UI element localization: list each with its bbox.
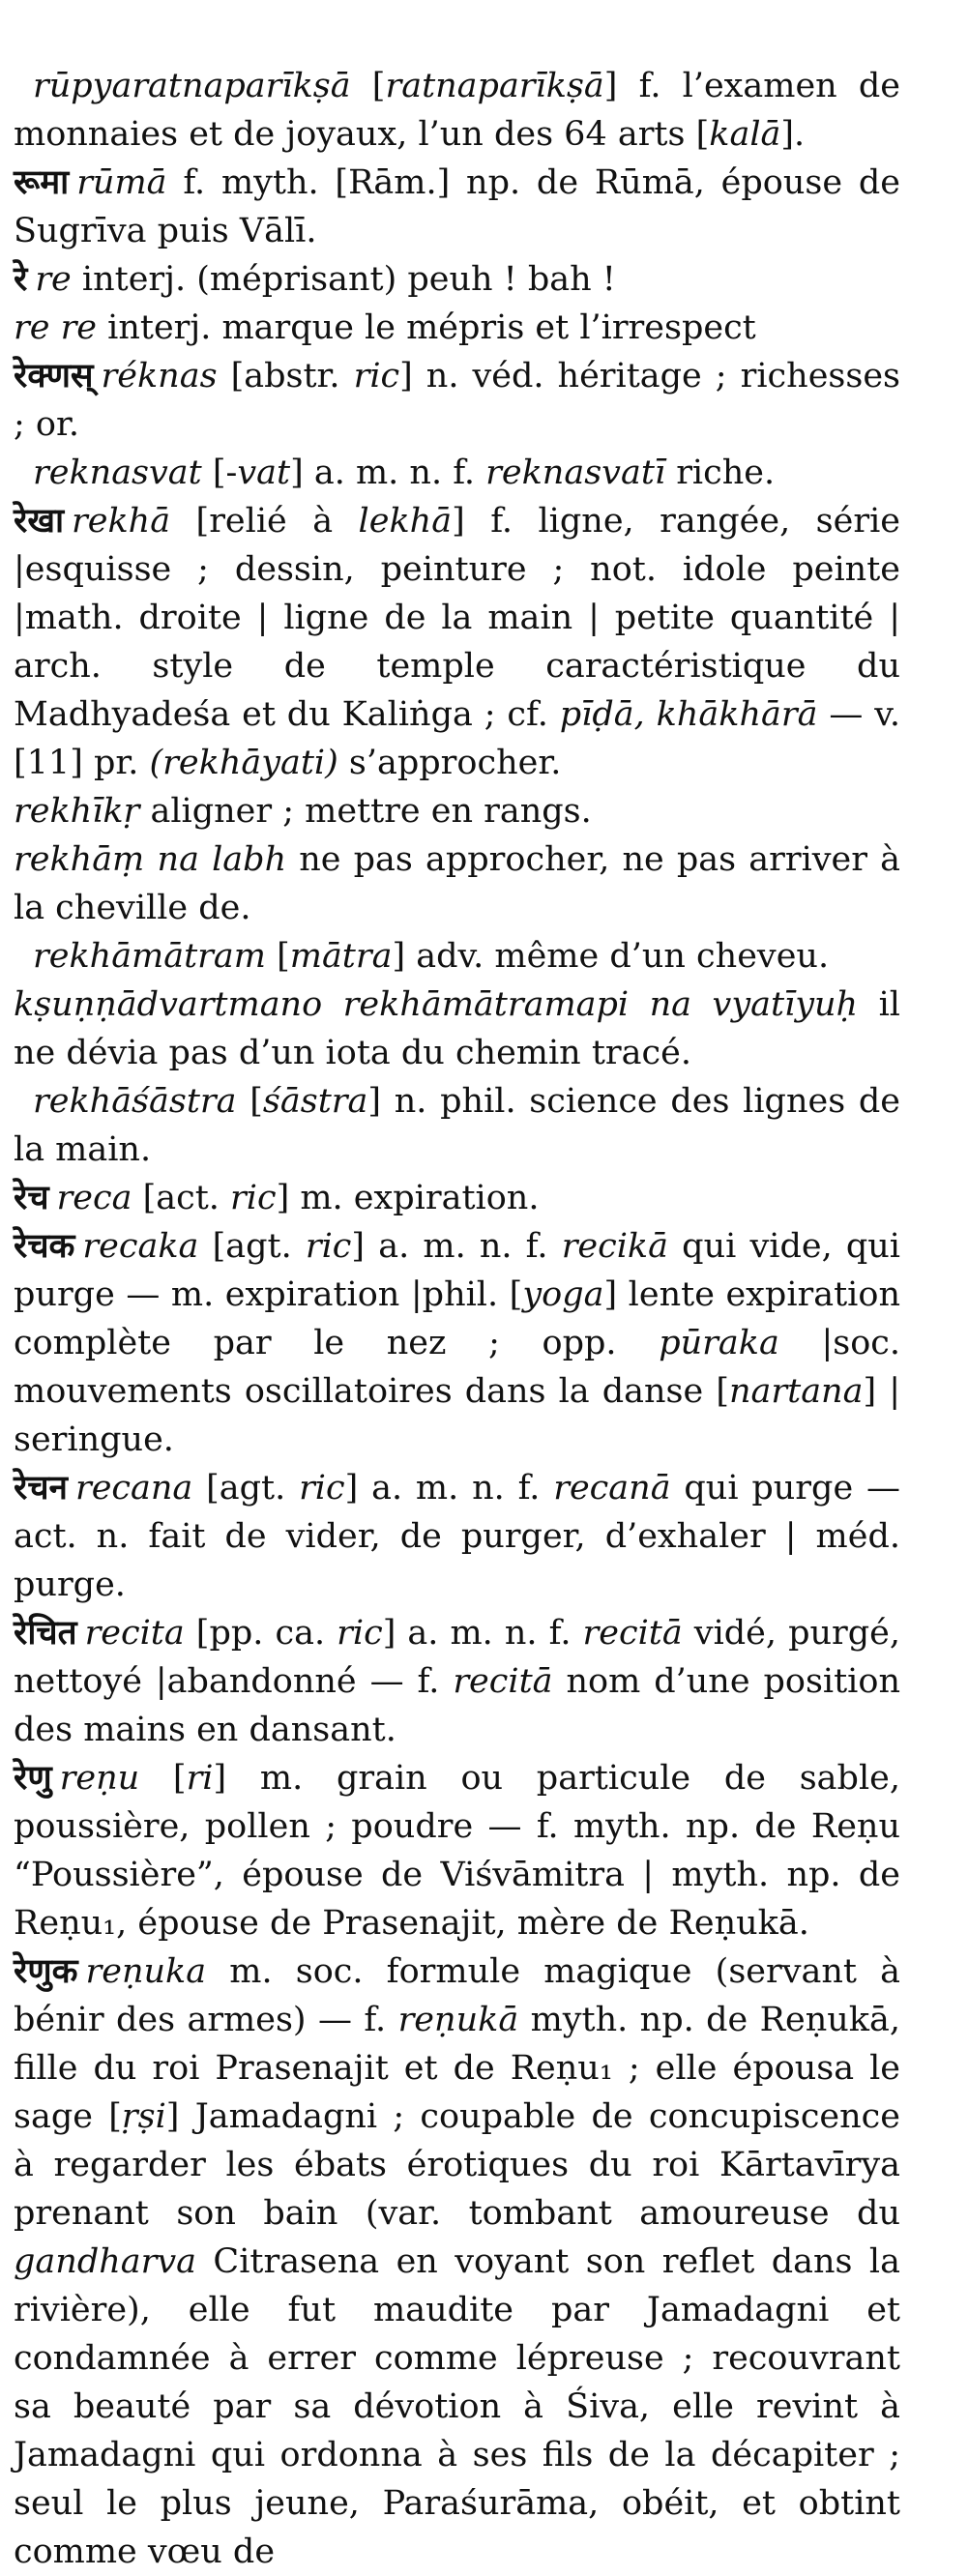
devanagari-headword: रेचक [14,1227,75,1266]
entry-text: ]. [780,115,806,154]
dictionary-entry [14,1464,900,1609]
dictionary-entry [14,497,900,787]
entry-text: [abstr. [217,357,354,395]
entry-text: ] a. m. n. f. [382,1614,583,1653]
entry-text: Citrasena en voyant son reflet dans la rivière), elle fut maudite par Jamadagni et condamnée à errer comme lépreuse ; recouvrant sa beauté par sa dévotion à Śiva, elle revint à Jamadagni qui ordonna à ses fils de la décapiter ; seul le plus jeune, Paraśurāma, obéit, et obtint comme vœu de [14,2242,900,2571]
italic-text: recitā [582,1614,683,1653]
entry-text: [ [139,1759,187,1798]
italic-text: vat [237,454,291,492]
italic-text: re re [14,308,98,347]
italic-text: ric [230,1179,277,1217]
italic-text: yoga [522,1275,604,1314]
entry-text: interj. marque le mépris et l’irrespect [97,308,756,347]
devanagari-headword: रेणु [14,1759,52,1798]
italic-text: śāstra [262,1082,368,1121]
italic-text: lekhā [358,502,453,541]
devanagari-headword: रे [14,260,28,299]
dictionary-entry [14,352,900,449]
italic-text: recita [84,1614,185,1653]
entry-text: ] f. l’examen de monnaies et de joyaux, l’un des 64 arts [ [14,67,901,154]
entry-text: qui vide, qui purge — m. expiration |phil. [ [14,1227,900,1314]
dictionary-entry [14,981,900,1077]
italic-text: kalā [709,115,781,154]
italic-text: ric [353,357,400,395]
italic-text: reṇukā [397,2001,519,2039]
dictionary-entry [14,304,900,352]
italic-text: rekhāmātram [33,937,266,976]
italic-text: pīḍā, khākhārā [559,695,818,734]
dictionary-entry [14,1077,900,1174]
entry-text: [act. [132,1179,231,1217]
italic-text: réknas [101,357,218,395]
italic-text: reca [56,1179,132,1217]
dictionary-entry [14,1947,900,2576]
devanagari-headword: रेच [14,1179,49,1217]
entry-text: myth. np. de Reṇukā, fille du roi Prasenajit et de Reṇu₁ ; elle épousa le sage [ [14,2001,900,2136]
entry-text: interj. (méprisant) peuh ! bah ! [71,260,616,299]
italic-text: ratnaparīkṣā [385,67,604,105]
italic-text: ri [186,1759,214,1798]
entry-text: ] a. m. n. f. [290,454,486,492]
entry-text: ] | seringue. [14,1372,900,1459]
entry-text: ] m. grain ou particule de sable, poussière, pollen ; poudre — f. myth. np. de Reṇu “Poussière”, épouse de Viśvāmitra | myth. np. de Reṇu₁, épouse de Prasenajit, mère de Reṇukā. [14,1759,900,1943]
entry-text: qui purge — act. n. fait de vider, de purger, d’exhaler | méd. purge. [14,1469,900,1604]
dictionary-entry [14,835,900,932]
entry-text: [pp. ca. [184,1614,337,1653]
italic-text: reknasvat [33,454,202,492]
italic-text: recitā [453,1662,553,1701]
entry-text: vidé, purgé, nettoyé |abandonné — f. [14,1614,901,1701]
entry-text: ] Jamadagni ; coupable de concupiscence à regarder les ébats érotiques du roi Kārtavīrya prenant son bain (var. tombant amoureuse du [14,2097,900,2233]
dictionary-entry [14,787,900,835]
entry-text: ] n. véd. héritage ; richesses ; or. [14,357,900,444]
italic-text: ric [305,1227,352,1266]
italic-text: mātra [289,937,393,976]
italic-text: rūmā [76,163,167,202]
entry-text: [ [236,1082,263,1121]
entry-text: ] adv. même d’un cheveu. [392,937,830,976]
entry-text: il ne dévia pas d’un iota du chemin tracé. [14,985,900,1072]
italic-text: rekhā [72,502,171,541]
entry-text: [agt. [192,1469,300,1508]
italic-text: rekhāṃ na labh [14,840,287,879]
italic-text: reṇuka [85,1952,207,1991]
dictionary-entry [14,159,900,255]
italic-text: recana [74,1469,193,1508]
entry-text: ] f. ligne, rangée, série |esquisse ; dessin, peinture ; not. idole peinte |math. droite | ligne de la main | petite quantité | arch. style de temple caractéristique du Madhyadeśa et du Kaliṅga ; cf. [14,502,900,734]
entry-text: — v. [11] pr. [14,695,900,782]
italic-text: ṛṣi [121,2097,166,2136]
entry-text: f. myth. [Rām.] np. de Rūmā, épouse de Sugrīva puis Vālī. [14,163,900,250]
dictionary-entry [14,255,900,304]
devanagari-headword: रेचित [14,1614,77,1653]
entry-text: m. soc. formule magique (servant à bénir des armes) — f. [14,1952,900,2039]
italic-text: rekhāśāstra [33,1082,237,1121]
italic-text: reknasvatī [485,454,666,492]
entry-text: [agt. [198,1227,306,1266]
devanagari-headword: रेणुक [14,1952,78,1991]
italic-text: rekhīkṛ [14,792,140,831]
entry-text: [ [350,67,386,105]
entry-text: [ [265,937,290,976]
dictionary-entry [14,62,900,159]
devanagari-headword: रेचन [14,1469,68,1508]
entry-text: aligner ; mettre en rangs. [139,792,592,831]
italic-text: reṇu [59,1759,140,1798]
dictionary-entry [14,932,900,981]
entry-text: [- [201,454,238,492]
italic-text: ric [299,1469,345,1508]
italic-text: gandharva [14,2242,196,2281]
entry-text: riche. [665,454,776,492]
italic-text: (rekhāyati) [149,744,338,782]
dictionary-entry [14,1754,900,1947]
entry-text: ] lente expiration complète par le nez ; opp. [14,1275,900,1362]
dictionary-entry [14,1174,900,1222]
italic-text: kṣuṇṇādvartmano rekhāmātramapi na vyatīyuḥ [14,985,859,1024]
italic-text: nartana [728,1372,864,1411]
entry-text: ] m. expiration. [276,1179,540,1217]
italic-text: recikā [561,1227,669,1266]
entry-text: ] a. m. n. f. [351,1227,562,1266]
italic-text: recaka [82,1227,199,1266]
italic-text: re [35,260,72,299]
entry-text: |soc. mouvements oscillatoires dans la danse [ [14,1324,901,1411]
entry-text: s’approcher. [337,744,562,782]
entry-text: ] a. m. n. f. [344,1469,554,1508]
devanagari-headword: रेखा [14,502,65,541]
dictionary-entry [14,1222,900,1464]
dictionary-entry [14,449,900,497]
italic-text: pūraka [659,1324,779,1362]
devanagari-headword: रेक्णस् [14,357,94,395]
entry-text: ] n. phil. science des lignes de la main. [14,1082,901,1169]
italic-text: recanā [553,1469,671,1508]
entry-text: [relié à [170,502,359,541]
dictionary-entry [14,1609,900,1754]
entry-text: nom d’une position des mains en dansant. [14,1662,900,1749]
entry-text: ne pas approcher, ne pas arriver à la cheville de. [14,840,900,927]
italic-text: ric [337,1614,383,1653]
devanagari-headword: रूमा [14,163,70,202]
italic-text: rūpyaratnaparīkṣā [33,67,351,105]
